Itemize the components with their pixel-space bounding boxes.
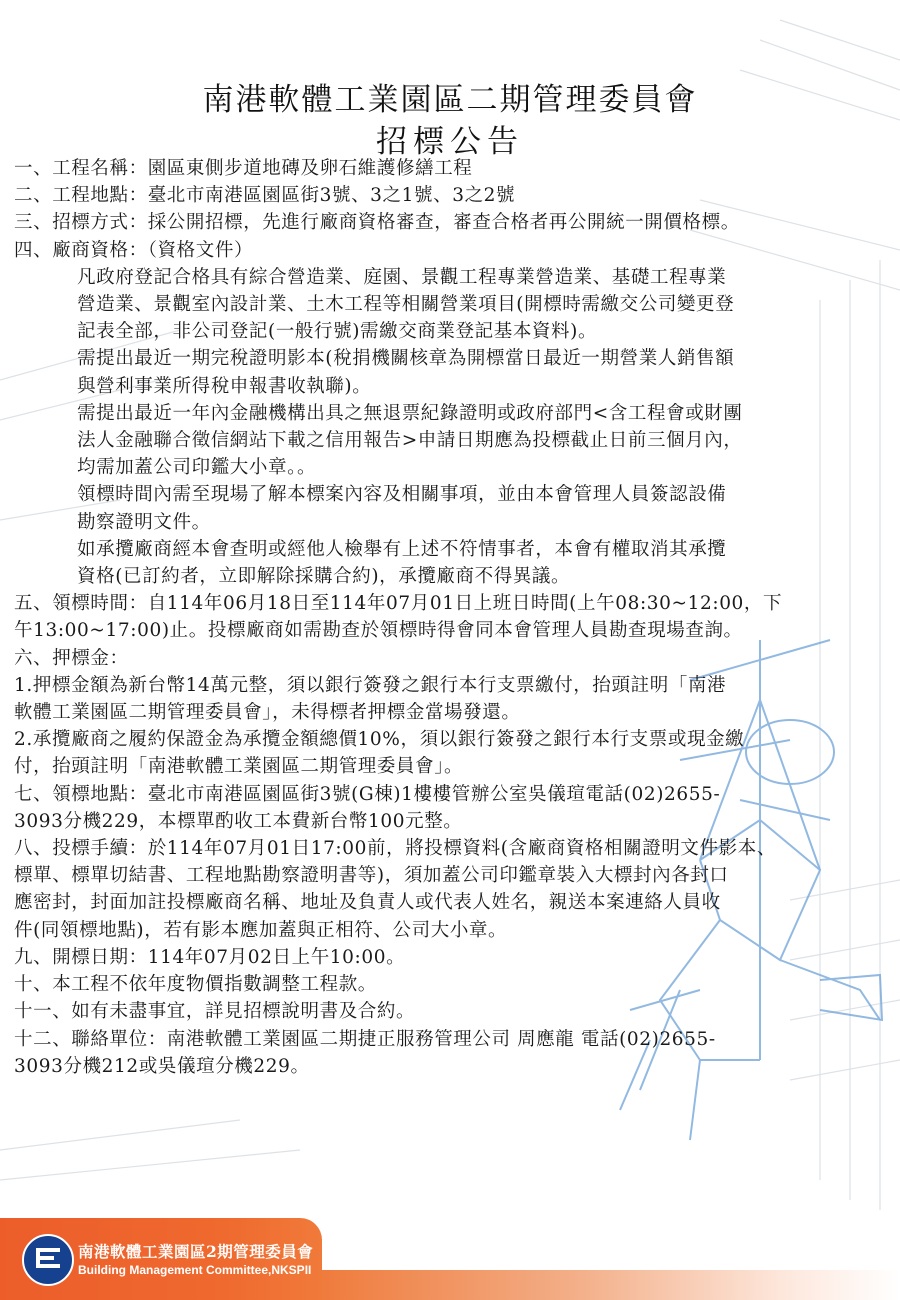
- bid-bond-clause-1-cont: 軟體工業園區二期管理委員會」，未得標者押標金當場發還。: [14, 702, 521, 724]
- qualification-text: 法人金融聯合徵信網站下載之信用報告>申請日期應為投標截止日前三個月內，: [77, 430, 743, 452]
- item-7-collection-place-cont: 3093分機229，本標單酌收工本費新台幣100元整。: [14, 810, 463, 832]
- document-title: 招標公告: [376, 124, 524, 160]
- qualification-text: 需提出最近一期完稅證明影本(稅捐機關核章為開標當日最近一期營業人銷售額: [77, 348, 735, 370]
- qualification-text: 凡政府登記合格具有綜合營造業、庭園、景觀工程專業營造業、基礎工程專業: [77, 266, 727, 288]
- qualification-text: 領標時間內需至現場了解本標案內容及相關事項，並由本會管理人員簽認設備: [77, 484, 727, 506]
- committee-logo-icon: [22, 1234, 74, 1286]
- organization-title: 南港軟體工業園區二期管理委員會: [202, 82, 698, 118]
- item-12-contact: 十二、聯絡單位：南港軟體工業園區二期捷正服務管理公司 周應龍 電話(02)2655-: [14, 1028, 716, 1050]
- item-5-collection-time: 五、領標時間：自114年06月18日至114年07月01日上班日時間(上午08:30~12:00，下: [14, 593, 783, 615]
- footer-orange-band: [0, 1218, 322, 1300]
- item-4-qualifications: 四、廠商資格：（資格文件）: [14, 239, 254, 261]
- item-8-bidding-procedure: 八、投標手續：於114年07月01日17:00前，將投標資料(含廠商資格相關證明文件影本、: [14, 838, 776, 860]
- qualification-text: 如承攬廠商經本會查明或經他人檢舉有上述不符情事者，本會有權取消其承攬: [77, 538, 727, 560]
- qualification-text: 與營利事業所得稅申報書收執聯)。: [77, 375, 372, 397]
- announcement-body: [14, 155, 894, 1080]
- item-1-project-name: 一、工程名稱：園區東側步道地磚及卵石維護修繕工程: [14, 158, 473, 179]
- item-6-bid-bond: 六、押標金：: [14, 647, 129, 669]
- item-3-tender-method: 三、招標方式：採公開招標，先進行廠商資格審查，審查合格者再公開統一開價格標。: [14, 212, 740, 234]
- bid-bond-clause-2-cont: 付，抬頭註明「南港軟體工業園區二期管理委員會」。: [14, 756, 464, 778]
- bid-bond-clause-2: 2.承攬廠商之履約保證金為承攬金額總價10%，須以銀行簽發之銀行本行支票或現金繳: [14, 729, 745, 751]
- item-8-bidding-procedure-cont: 應密封，封面加註投標廠商名稱、地址及負責人或代表人姓名，親送本案連絡人員收: [14, 892, 721, 914]
- item-8-bidding-procedure-cont: 標單、標單切結書、工程地點勘察證明書等)，須加蓋公司印鑑章裝入大標封內各封口: [14, 865, 729, 887]
- footer-banner: [0, 1218, 900, 1300]
- footer-gradient: [322, 1270, 900, 1300]
- qualification-text: 勘察證明文件。: [77, 511, 211, 533]
- qualification-text: 資格(已訂約者，立即解除採購合約)，承攬廠商不得異議。: [77, 566, 571, 588]
- qualification-text: 需提出最近一年內金融機構出具之無退票紀錄證明或政府部門<含工程會或財團: [77, 402, 743, 424]
- qualification-text: 記表全部，非公司登記(一般行號)需繳交商業登記基本資料)。: [77, 321, 598, 343]
- item-8-bidding-procedure-cont: 件(同領標地點)，若有影本應加蓋與正相符、公司大小章。: [14, 919, 508, 941]
- item-2-project-location: 二、工程地點：臺北市南港區園區街3號、3之1號、3之2號: [14, 185, 516, 207]
- bid-bond-clause-1: 1.押標金額為新台幣14萬元整，須以銀行簽發之銀行本行支票繳付，抬頭註明「南港: [14, 674, 727, 696]
- qualification-text: 營造業、景觀室內設計業、土木工程等相關營業項目(開標時需繳交公司變更登: [77, 294, 735, 316]
- item-9-opening-date: 九、開標日期：114年07月02日上午10:00。: [14, 946, 406, 968]
- item-11-other-matters: 十一、如有未盡事宜，詳見招標說明書及合約。: [14, 1001, 416, 1023]
- item-12-contact-cont: 3093分機212或吳儀瑄分機229。: [14, 1055, 310, 1077]
- item-7-collection-place: 七、領標地點：臺北市南港區園區街3號(G棟)1樓樓管辦公室吳儀瑄電話(02)2655-: [14, 783, 721, 805]
- qualification-text: 均需加蓋公司印鑑大小章。。: [77, 457, 317, 479]
- footer-org-name-en: Building Management Committee,NKSPII: [78, 1263, 312, 1277]
- item-10-price-adjustment: 十、本工程不依年度物價指數調整工程款。: [14, 974, 377, 996]
- item-5-collection-time-cont: 午13:00~17:00)止。投標廠商如需勘查於領標時得會同本會管理人員勘查現場查詢。: [14, 620, 743, 642]
- footer-org-name-zh: 南港軟體工業園區2期管理委員會: [78, 1242, 314, 1261]
